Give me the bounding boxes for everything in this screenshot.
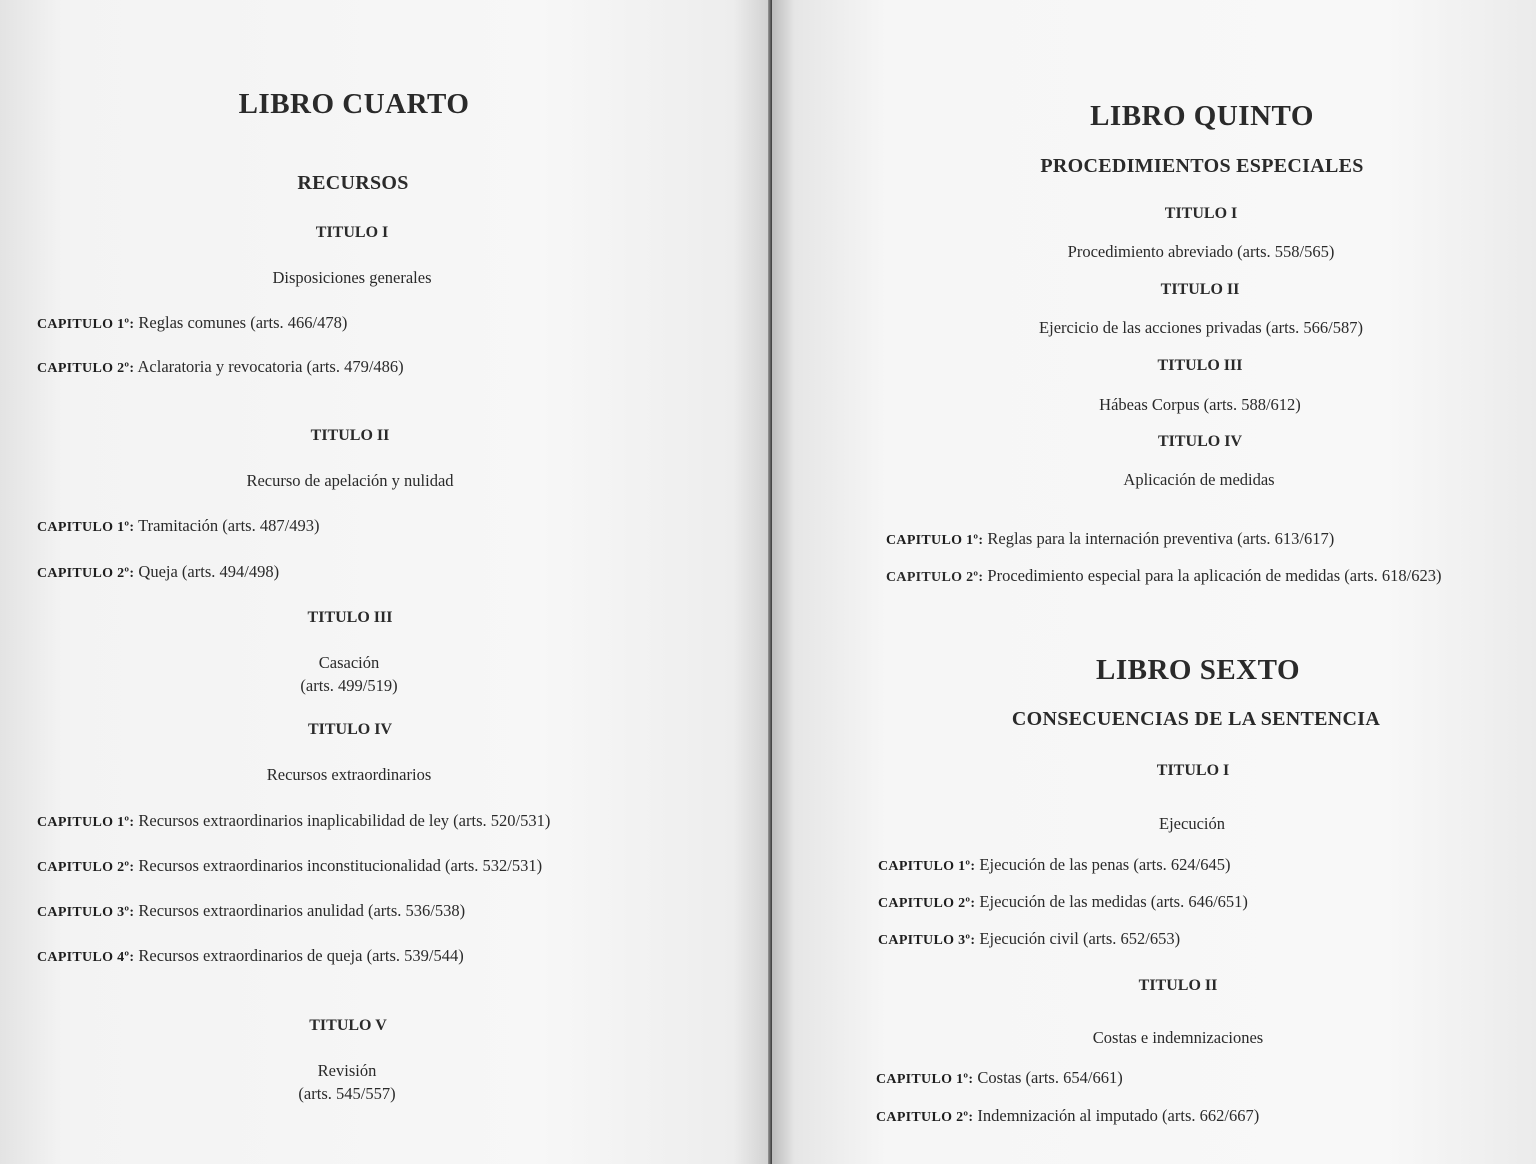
capitulo-entry <box>37 313 347 333</box>
titulo-name: Hábeas Corpus (arts. 588/612) <box>1099 395 1301 414</box>
titulo-heading: TITULO II <box>310 427 390 444</box>
titulo-name: Recurso de apelación y nulidad <box>246 471 454 490</box>
capitulo-label: CAPITULO 3º: <box>37 905 135 920</box>
capitulo-entry <box>878 929 1180 949</box>
section-title: RECURSOS <box>297 172 409 194</box>
capitulo-label: CAPITULO 2º: <box>37 860 135 875</box>
capitulo-label: CAPITULO 1º: <box>37 520 135 535</box>
capitulo-text: Reglas comunes (arts. 466/478) <box>138 313 348 332</box>
book-title: LIBRO CUARTO <box>238 88 470 120</box>
titulo-arts: (arts. 545/557) <box>298 1084 396 1103</box>
capitulo-entry <box>37 901 465 921</box>
capitulo-entry <box>886 567 1466 586</box>
titulo-arts: (arts. 499/519) <box>300 676 398 695</box>
capitulo-entry <box>876 1068 1123 1088</box>
titulo-name: Disposiciones generales <box>272 268 432 287</box>
capitulo-text: Ejecución de las penas (arts. 624/645) <box>979 855 1231 874</box>
titulo-heading: TITULO I <box>315 224 389 241</box>
capitulo-label: CAPITULO 3º: <box>878 933 976 948</box>
titulo-name: Procedimiento abreviado (arts. 558/565) <box>1067 242 1335 261</box>
capitulo-text: Queja (arts. 494/498) <box>138 562 280 581</box>
titulo-heading: TITULO I <box>1156 762 1230 779</box>
capitulo-label: CAPITULO 4º: <box>37 950 135 965</box>
titulo-heading: TITULO IV <box>1157 433 1243 450</box>
capitulo-label: CAPITULO 2º: <box>886 570 984 585</box>
capitulo-label: CAPITULO 1º: <box>878 859 976 874</box>
capitulo-label: CAPITULO 1º: <box>37 815 135 830</box>
titulo-name: Aplicación de medidas <box>1123 470 1275 489</box>
titulo-heading: TITULO III <box>1157 357 1243 374</box>
capitulo-text: Recursos extraordinarios anulidad (arts. 536/538) <box>138 901 466 920</box>
capitulo-label: CAPITULO 2º: <box>37 566 135 581</box>
capitulo-entry <box>878 892 1248 912</box>
capitulo-text: Aclaratoria y revocatoria (arts. 479/486) <box>137 357 404 376</box>
capitulo-entry <box>37 357 404 377</box>
capitulo-entry <box>37 946 464 966</box>
capitulo-text: Recursos extraordinarios inaplicabilidad de ley (arts. 520/531) <box>138 811 551 830</box>
capitulo-entry <box>876 1106 1259 1126</box>
capitulo-text: Ejecución civil (arts. 652/653) <box>979 929 1181 948</box>
capitulo-label: CAPITULO 1º: <box>37 317 135 332</box>
titulo-name: Casación <box>318 653 380 672</box>
capitulo-label: CAPITULO 2º: <box>878 896 976 911</box>
titulo-name: Recursos extraordinarios <box>266 765 432 784</box>
capitulo-entry <box>37 811 550 831</box>
capitulo-label: CAPITULO 2º: <box>876 1110 974 1125</box>
capitulo-label: CAPITULO 2º: <box>37 361 135 376</box>
capitulo-entry <box>37 856 542 876</box>
book-title: LIBRO QUINTO <box>1090 100 1314 132</box>
capitulo-label: CAPITULO 1º: <box>886 533 984 548</box>
capitulo-text: Procedimiento especial para la aplicación de medidas (arts. 618/623) <box>987 566 1442 585</box>
capitulo-text: Costas (arts. 654/661) <box>977 1068 1123 1087</box>
capitulo-text: Indemnización al imputado (arts. 662/667) <box>977 1106 1260 1125</box>
titulo-heading: TITULO III <box>307 609 393 626</box>
titulo-heading: TITULO II <box>1160 281 1240 298</box>
capitulo-text: Recursos extraordinarios inconstitucionalidad (arts. 532/531) <box>138 856 543 875</box>
capitulo-entry <box>878 855 1231 875</box>
book-title: LIBRO SEXTO <box>1095 654 1301 686</box>
capitulo-text: Reglas para la internación preventiva (arts. 613/617) <box>987 529 1335 548</box>
titulo-heading: TITULO II <box>1138 977 1218 994</box>
titulo-heading: TITULO V <box>309 1017 387 1034</box>
capitulo-entry <box>37 562 279 582</box>
right-page <box>772 0 1536 1164</box>
capitulo-entry <box>886 529 1334 549</box>
titulo-heading: TITULO I <box>1164 205 1238 222</box>
capitulo-text: Ejecución de las medidas (arts. 646/651) <box>979 892 1248 911</box>
titulo-name: Ejecución <box>1159 814 1225 833</box>
titulo-name: Costas e indemnizaciones <box>1092 1028 1264 1047</box>
titulo-name: Revisión <box>317 1061 377 1080</box>
capitulo-label: CAPITULO 1º: <box>876 1072 974 1087</box>
capitulo-text: Recursos extraordinarios de queja (arts. 539/544) <box>138 946 464 965</box>
section-title: PROCEDIMIENTOS ESPECIALES <box>1040 155 1364 177</box>
titulo-name: Ejercicio de las acciones privadas (arts. 566/587) <box>1039 318 1363 337</box>
capitulo-text: Tramitación (arts. 487/493) <box>138 516 320 535</box>
section-title: CONSECUENCIAS DE LA SENTENCIA <box>1011 708 1381 730</box>
capitulo-entry <box>37 516 319 536</box>
titulo-heading: TITULO IV <box>307 721 393 738</box>
